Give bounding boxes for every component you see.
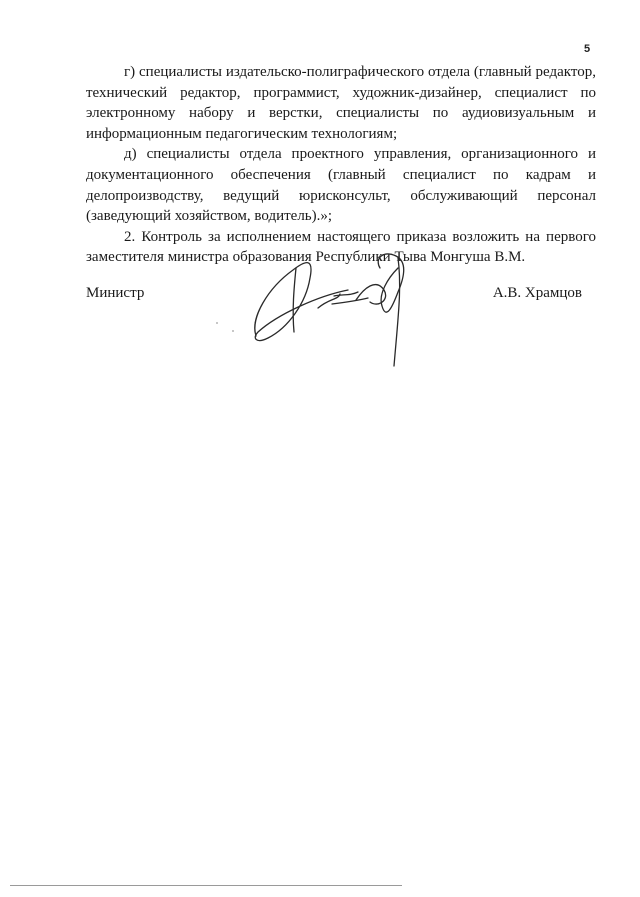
signatory-name: А.В. Храмцов bbox=[492, 285, 582, 301]
scan-speck bbox=[216, 322, 218, 324]
scan-speck bbox=[232, 330, 234, 332]
document-body bbox=[86, 62, 596, 268]
handwritten-signature bbox=[248, 248, 418, 370]
page-number: 5 bbox=[584, 43, 591, 55]
signatory-role: Министр bbox=[86, 285, 145, 301]
paragraph-project-management-department: д) специалисты отдела проектного управления, организационного и документационного обеспечения (главный специалист по кадрам и делопроизводству, ведущий юрисконсульт, обслуживающий персонал (заведующий хозяйством, водитель).»; bbox=[86, 146, 596, 225]
paragraph-control-clause: 2. Контроль за исполнением настоящего приказа возложить на первого заместителя министра образования Республики Тыва Монгуша В.М. bbox=[86, 228, 596, 266]
paragraph-publishing-department: г) специалисты издательско-полиграфического отдела (главный редактор, технический редактор, программист, художник-дизайнер, специалист по электронному набору и верстки, специалисты по аудиовизуальным и информационным педагогическим технологиям; bbox=[86, 64, 596, 142]
page-bottom-rule bbox=[10, 885, 402, 886]
